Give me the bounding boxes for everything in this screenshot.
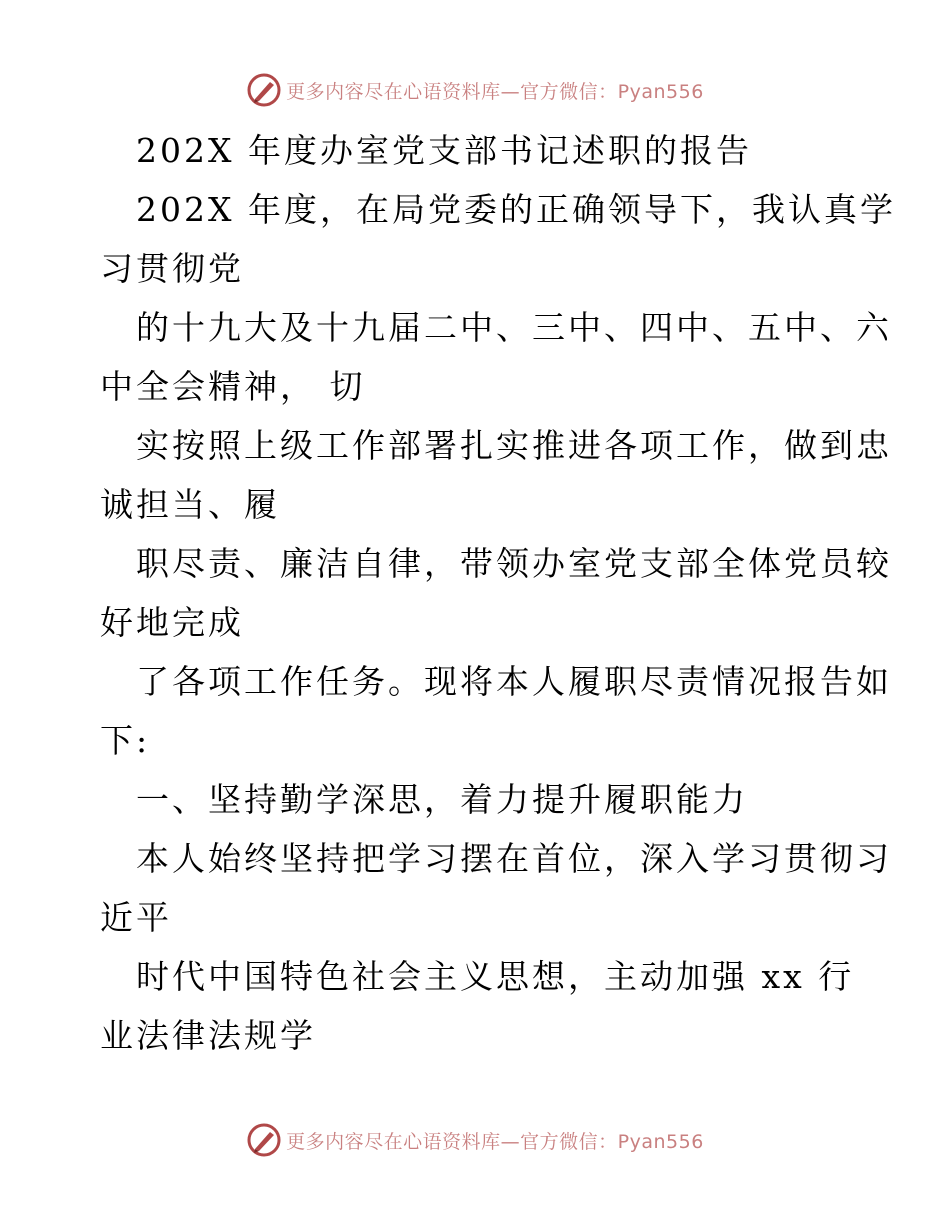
section-heading: 一、坚持勤学深思，着力提升履职能力: [136, 780, 748, 819]
pen-circle-logo-icon: [246, 1122, 282, 1158]
paragraph-line: 好地完成: [100, 603, 244, 642]
paragraph-line: 业法律法规学: [100, 1016, 316, 1055]
document-title: 202X 年度办室党支部书记述职的报告: [136, 131, 752, 170]
footer-watermark: [0, 1120, 950, 1160]
paragraph-line: 时代中国特色社会主义思想，主动加强 xx 行: [136, 957, 855, 996]
paragraph-line: 中全会精神， 切: [100, 367, 366, 406]
paragraph-line: 诚担当、履: [100, 485, 280, 524]
pen-circle-logo-icon: [246, 72, 282, 108]
paragraph-line: 习贯彻党: [100, 249, 244, 288]
paragraph-line: 的十九大及十九届二中、三中、四中、五中、六: [136, 308, 892, 347]
paragraph-line: 本人始终坚持把学习摆在首位，深入学习贯彻习: [136, 839, 892, 878]
paragraph-line: 职尽责、廉洁自律，带领办室党支部全体党员较: [136, 544, 892, 583]
watermark-text: 更多内容尽在心语资料库—官方微信：Pyan556: [286, 80, 704, 103]
watermark-text: 更多内容尽在心语资料库—官方微信：Pyan556: [286, 1130, 704, 1153]
paragraph-line: 下:: [100, 721, 151, 760]
header-watermark: [0, 70, 950, 110]
paragraph-line: 实按照上级工作部署扎实推进各项工作，做到忠: [136, 426, 892, 465]
paragraph-line: 近平: [100, 898, 172, 937]
paragraph-line: 了各项工作任务。现将本人履职尽责情况报告如: [136, 662, 892, 701]
paragraph-line: 202X 年度，在局党委的正确领导下，我认真学: [136, 190, 896, 229]
